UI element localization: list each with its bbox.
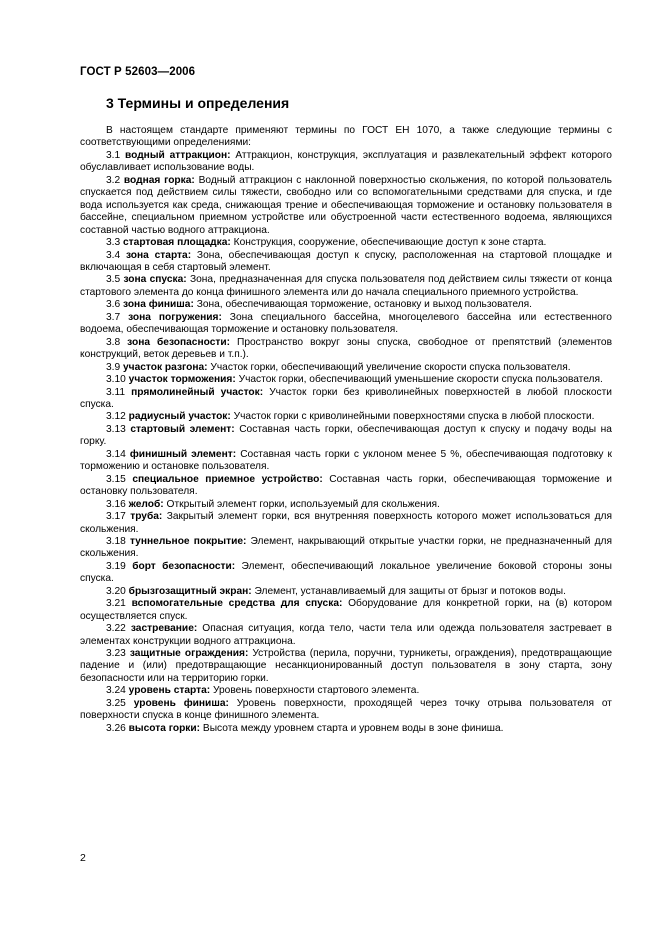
term-name: зона финиша: <box>123 299 194 311</box>
term-entry <box>80 474 612 499</box>
term-entry <box>80 449 612 474</box>
term-definition: Закрытый элемент горки, вся внутренняя поверхность которого может использоваться для скольжения. <box>80 511 612 535</box>
page-number: 2 <box>80 852 86 864</box>
term-entry <box>80 586 612 598</box>
section-title: 3 Термины и определения <box>106 95 290 111</box>
term-name: защитные ограждения: <box>129 648 249 660</box>
term-definition: Составная часть горки с уклоном менее 5 %, обеспечивающая подготовку к торможению и остановке пользователя. <box>80 448 612 473</box>
document-header: ГОСТ Р 52603—2006 <box>80 66 196 78</box>
term-definition: Элемент, накрывающий открытые участки горки, не предназначенный для скольжения. <box>80 535 612 560</box>
term-entry <box>80 598 612 623</box>
term-entry <box>80 623 612 648</box>
term-entry <box>80 536 612 561</box>
term-entry <box>80 511 612 536</box>
term-definition: Опасная ситуация, когда тело, части тела или одежда пользователя застревает в элементах конструкции водного аттракциона. <box>80 623 612 647</box>
term-entry <box>80 685 612 697</box>
term-entry <box>80 648 612 685</box>
term-entry <box>80 175 612 237</box>
term-number: 3.25 <box>106 697 126 709</box>
term-definition: Участок горки, обеспечивающий уменьшение скорости спуска пользователя. <box>238 374 603 386</box>
term-definition: Устройства (перила, поручни, турникеты, ограждения), предотвращающие падение и (или) предотвращающие несанкционированный доступ пользователя в зону старта, зону безопасности или на территорию горки. <box>80 648 612 684</box>
term-name: зона погружения: <box>128 311 222 323</box>
term-entry <box>80 312 612 337</box>
terms-list <box>80 150 612 735</box>
term-definition: Оборудование для конкретной горки, на (в) котором осуществляется спуск. <box>80 598 612 622</box>
term-entry <box>80 237 612 249</box>
term-name: стартовая площадка: <box>123 237 231 249</box>
term-definition: Конструкция, сооружение, обеспечивающие доступ к зоне старта. <box>233 237 547 249</box>
term-definition: Уровень поверхности стартового элемента. <box>213 685 420 697</box>
term-name: желоб: <box>128 498 164 510</box>
term-entry <box>80 337 612 362</box>
term-name: радиусный участок: <box>128 411 231 423</box>
term-number: 3.20 <box>106 585 126 597</box>
term-name: финишный элемент: <box>129 448 237 460</box>
term-definition: Участок горки с криволинейными поверхностями спуска в любой плоскости. <box>233 411 595 423</box>
term-definition: Зона, обеспечивающая доступ к спуску, расположенная на стартовой площадке и включающая в себя стартовый элемент. <box>80 249 612 273</box>
term-definition: Составная часть горки, обеспечивающая доступ к спуску и подачу воды на горку. <box>80 423 612 448</box>
term-definition: Водный аттракцион с наклонной поверхностью скольжения, по которой пользователь спускается под действием силы тяжести, свободно или со вспомогательными средствами для спуска, и где вода используется как среда, снижающая трение и обеспечивающая торможение и остановку пользователя в бассейне, специальном приемном устройстве или обустроенной части естественного водоема, являющихся составной частью водного аттракциона. <box>80 174 612 236</box>
term-entry <box>80 374 612 386</box>
term-name: уровень финиша: <box>133 697 229 709</box>
term-number: 3.9 <box>106 361 121 373</box>
term-number: 3.26 <box>106 722 126 734</box>
intro-paragraph: В настоящем стандарте применяют термины по ГОСТ ЕН 1070, а также следующие термины с соответствующими определениями: <box>80 125 612 149</box>
term-name: уровень старта: <box>128 685 211 697</box>
term-number: 3.16 <box>106 498 126 510</box>
term-number: 3.4 <box>106 249 121 261</box>
term-definition: Элемент, устанавливаемый для защиты от брызг и потоков воды. <box>254 585 566 597</box>
term-name: застревание: <box>130 623 198 635</box>
term-number: 3.24 <box>106 685 126 697</box>
term-number: 3.17 <box>106 511 126 523</box>
term-number: 3.7 <box>106 311 121 323</box>
term-name: прямолинейный участок: <box>131 386 264 398</box>
term-entry <box>80 274 612 299</box>
term-number: 3.3 <box>106 237 121 249</box>
term-name: участок торможения: <box>128 374 236 386</box>
term-name: стартовый элемент: <box>130 423 235 435</box>
term-entry <box>80 561 612 586</box>
term-number: 3.22 <box>106 623 126 635</box>
term-number: 3.11 <box>106 386 126 398</box>
term-number: 3.1 <box>106 149 121 161</box>
term-number: 3.19 <box>106 560 126 572</box>
term-number: 3.5 <box>106 274 121 286</box>
term-definition: Зона специального бассейна, многоцелевого бассейна или естественного водоема, обеспечивающая торможение и остановку пользователя. <box>80 311 612 336</box>
term-entry <box>80 723 612 735</box>
term-definition: Высота между уровнем старта и уровнем воды в зоне финиша. <box>202 722 504 734</box>
term-number: 3.6 <box>106 299 121 311</box>
term-definition: Составная часть горки, обеспечивающая торможение и остановку пользователя. <box>80 473 612 498</box>
term-name: водная горка: <box>123 174 195 186</box>
term-name: водный аттракцион: <box>124 149 231 161</box>
term-name: борт безопасности: <box>132 560 236 572</box>
term-entry <box>80 387 612 412</box>
terms-content <box>80 125 612 735</box>
term-name: труба: <box>130 511 163 523</box>
term-entry <box>80 499 612 511</box>
term-definition: Элемент, обеспечивающий локальное увеличение боковой стороны зоны спуска. <box>80 560 612 585</box>
term-number: 3.14 <box>106 448 126 460</box>
term-definition: Уровень поверхности, проходящей через точку отрыва пользователя от поверхности спуска в конце финишного элемента. <box>80 697 612 722</box>
term-name: зона старта: <box>125 249 192 261</box>
term-entry <box>80 299 612 311</box>
term-number: 3.10 <box>106 374 126 386</box>
term-number: 3.13 <box>106 423 126 435</box>
term-entry <box>80 698 612 723</box>
term-number: 3.21 <box>106 598 126 610</box>
term-entry <box>80 424 612 449</box>
term-name: участок разгона: <box>123 361 208 373</box>
term-name: зона безопасности: <box>127 336 231 348</box>
term-name: высота горки: <box>128 722 201 734</box>
term-number: 3.2 <box>106 174 121 186</box>
term-number: 3.12 <box>106 411 126 423</box>
term-number: 3.8 <box>106 336 121 348</box>
term-name: туннельное покрытие: <box>129 535 247 547</box>
term-name: специальное приемное устройство: <box>132 473 323 485</box>
term-entry <box>80 411 612 423</box>
term-name: вспомогательные средства для спуска: <box>131 598 343 610</box>
term-number: 3.15 <box>106 473 126 485</box>
term-definition: Аттракцион, конструкция, эксплуатация и развлекательный эффект которого обуславливает использование воды. <box>80 149 612 174</box>
term-definition: Участок горки, обеспечивающий увеличение скорости спуска пользователя. <box>210 361 571 373</box>
term-definition: Участок горки без криволинейных поверхностей в любой плоскости спуска. <box>80 386 612 410</box>
term-entry <box>80 150 612 175</box>
term-definition: Зона, обеспечивающая торможение, остановку и выход пользователя. <box>196 299 532 311</box>
term-name: брызгозащитный экран: <box>128 585 252 597</box>
term-definition: Открытый элемент горки, используемый для скольжения. <box>166 498 440 510</box>
term-name: зона спуска: <box>123 274 187 286</box>
term-number: 3.18 <box>106 535 126 547</box>
term-definition: Пространство вокруг зоны спуска, свободное от препятствий (элементов конструкций, веток деревьев и т.п.). <box>80 336 612 361</box>
term-number: 3.23 <box>106 648 126 660</box>
term-entry <box>80 362 612 374</box>
term-definition: Зона, предназначенная для спуска пользователя под действием силы тяжести от конца стартового элемента до конца финишного элемента или до начала специального приемного устройства. <box>80 274 612 298</box>
term-entry <box>80 250 612 275</box>
